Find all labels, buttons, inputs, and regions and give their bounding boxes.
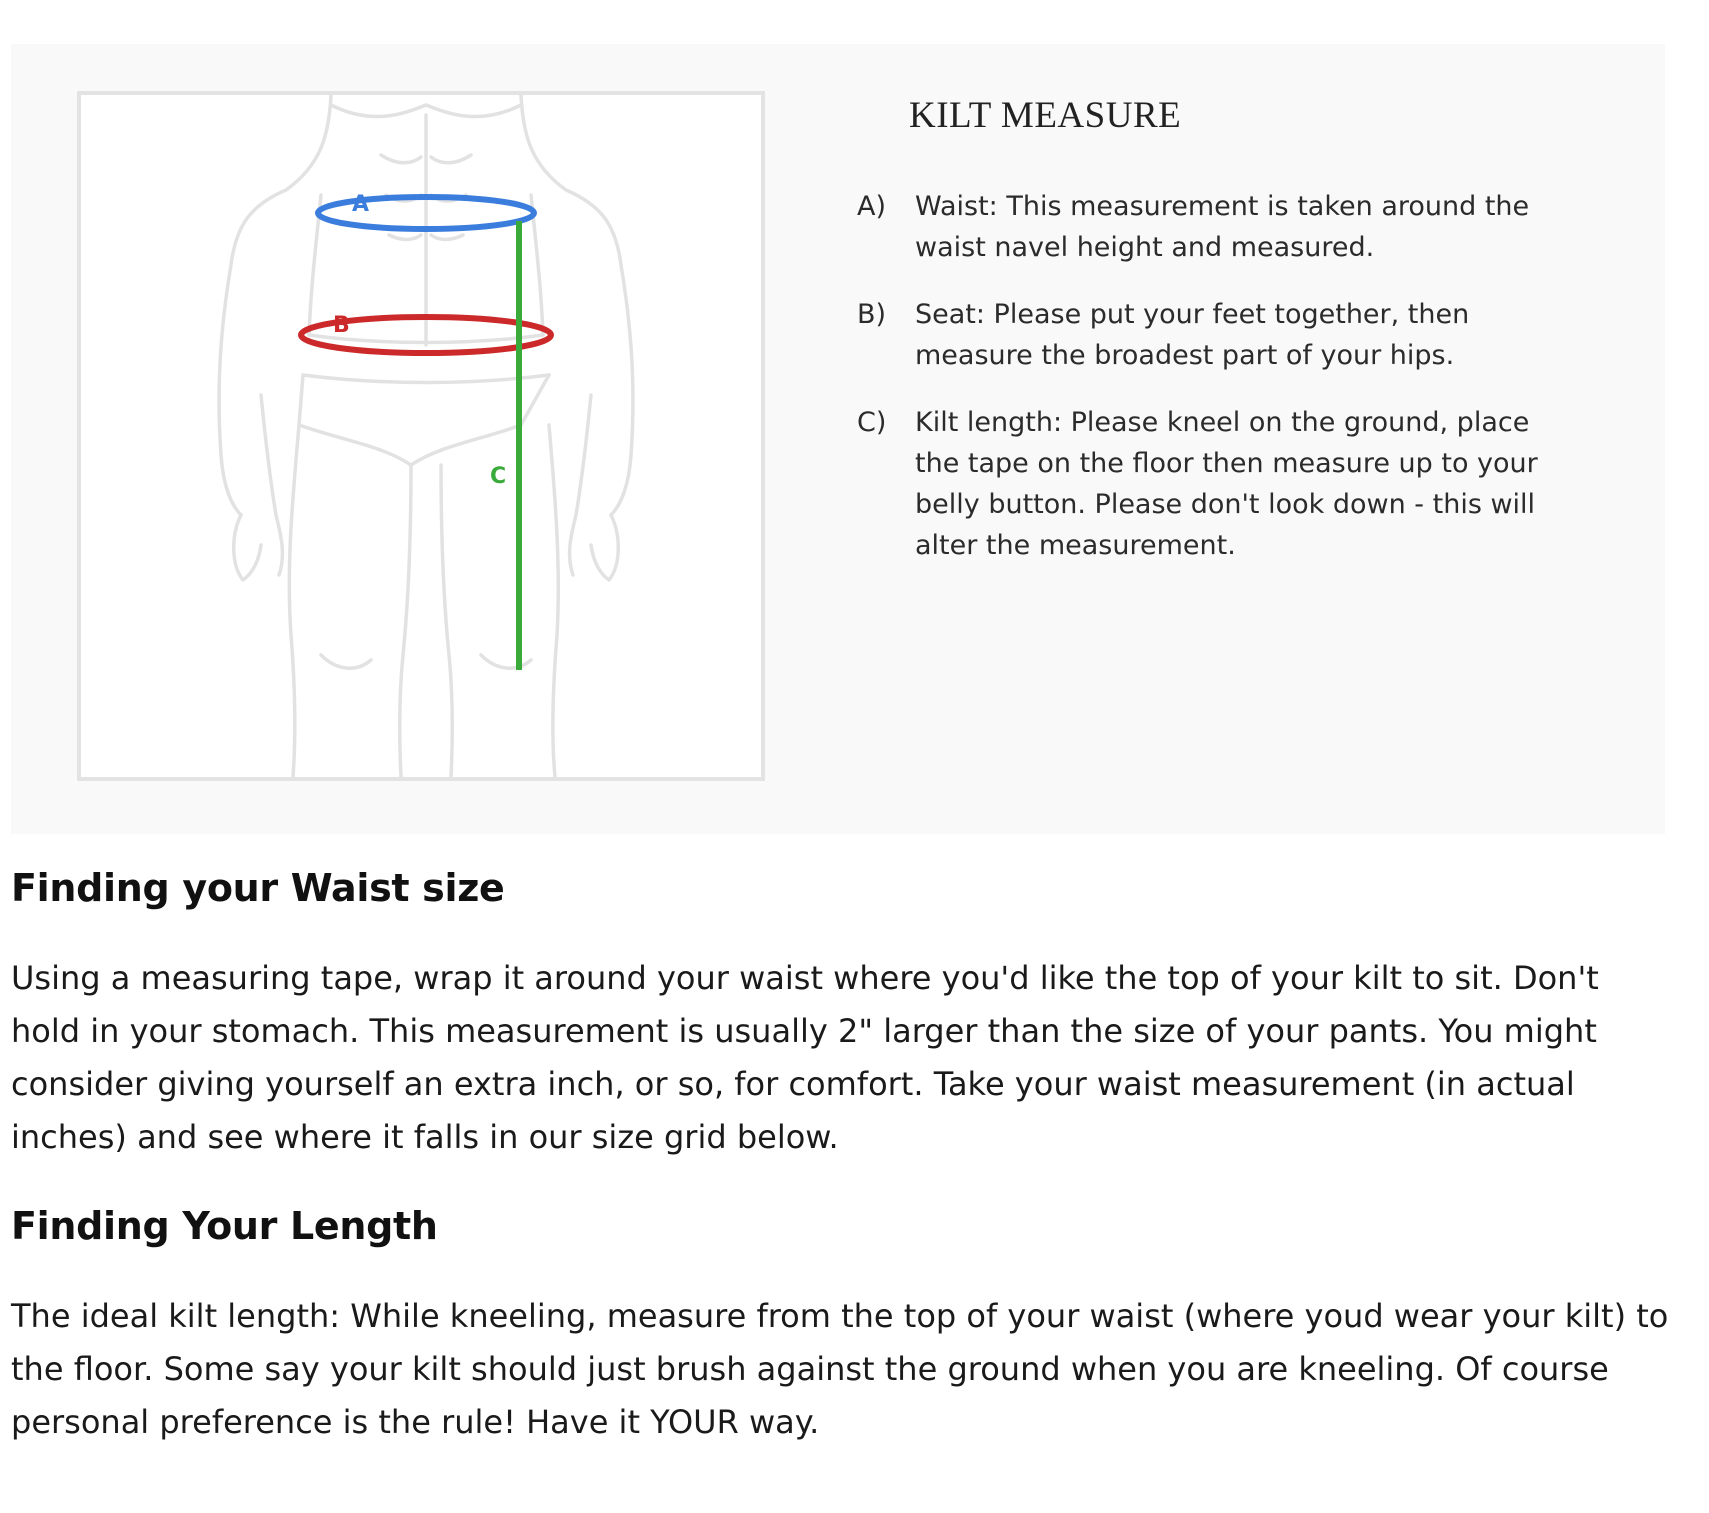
measurement-item-waist xyxy=(857,186,1557,268)
measurement-letter: A) xyxy=(857,191,887,222)
kilt-measure-panel xyxy=(11,44,1665,834)
measure-c-label: C xyxy=(490,464,507,489)
measurement-letter: C) xyxy=(857,407,887,438)
measurement-list xyxy=(857,186,1557,592)
length-heading: Finding Your Length xyxy=(11,1204,438,1248)
measurement-text: Waist: This measurement is taken around the waist navel height and measured. xyxy=(915,191,1530,263)
guide-title: KILT MEASURE xyxy=(909,95,1182,136)
measurement-text: Seat: Please put your feet together, then measure the broadest part of your hips. xyxy=(915,299,1470,371)
body-outline-icon xyxy=(81,95,761,777)
body-measurement-figure xyxy=(77,91,765,781)
waist-size-heading: Finding your Waist size xyxy=(11,866,505,910)
length-text: The ideal kilt length: While kneeling, measure from the top of your waist (where youd wear your kilt) to the floor. Some say your kilt should just brush against the ground when you are kneeling. Of course personal preference is the rule! Have it YOUR way. xyxy=(11,1297,1669,1441)
measurement-letter: B) xyxy=(857,299,887,330)
measure-b-label: B xyxy=(333,313,350,338)
measure-a-label: A xyxy=(352,192,370,217)
measurement-item-length xyxy=(857,402,1557,566)
measurement-item-seat xyxy=(857,294,1557,376)
waist-size-text: Using a measuring tape, wrap it around your waist where you'd like the top of your kilt to sit. Don't hold in your stomach. This measurement is usually 2" larger than the size of your pants. You might consider giving yourself an extra inch, or so, for comfort. Take your waist measurement (in actual inches) and see where it falls in our size grid below. xyxy=(11,959,1599,1156)
measurement-text: Kilt length: Please kneel on the ground, place the tape on the floor then measure up to your belly button. Please don't look down - this will alter the measurement. xyxy=(915,407,1538,561)
